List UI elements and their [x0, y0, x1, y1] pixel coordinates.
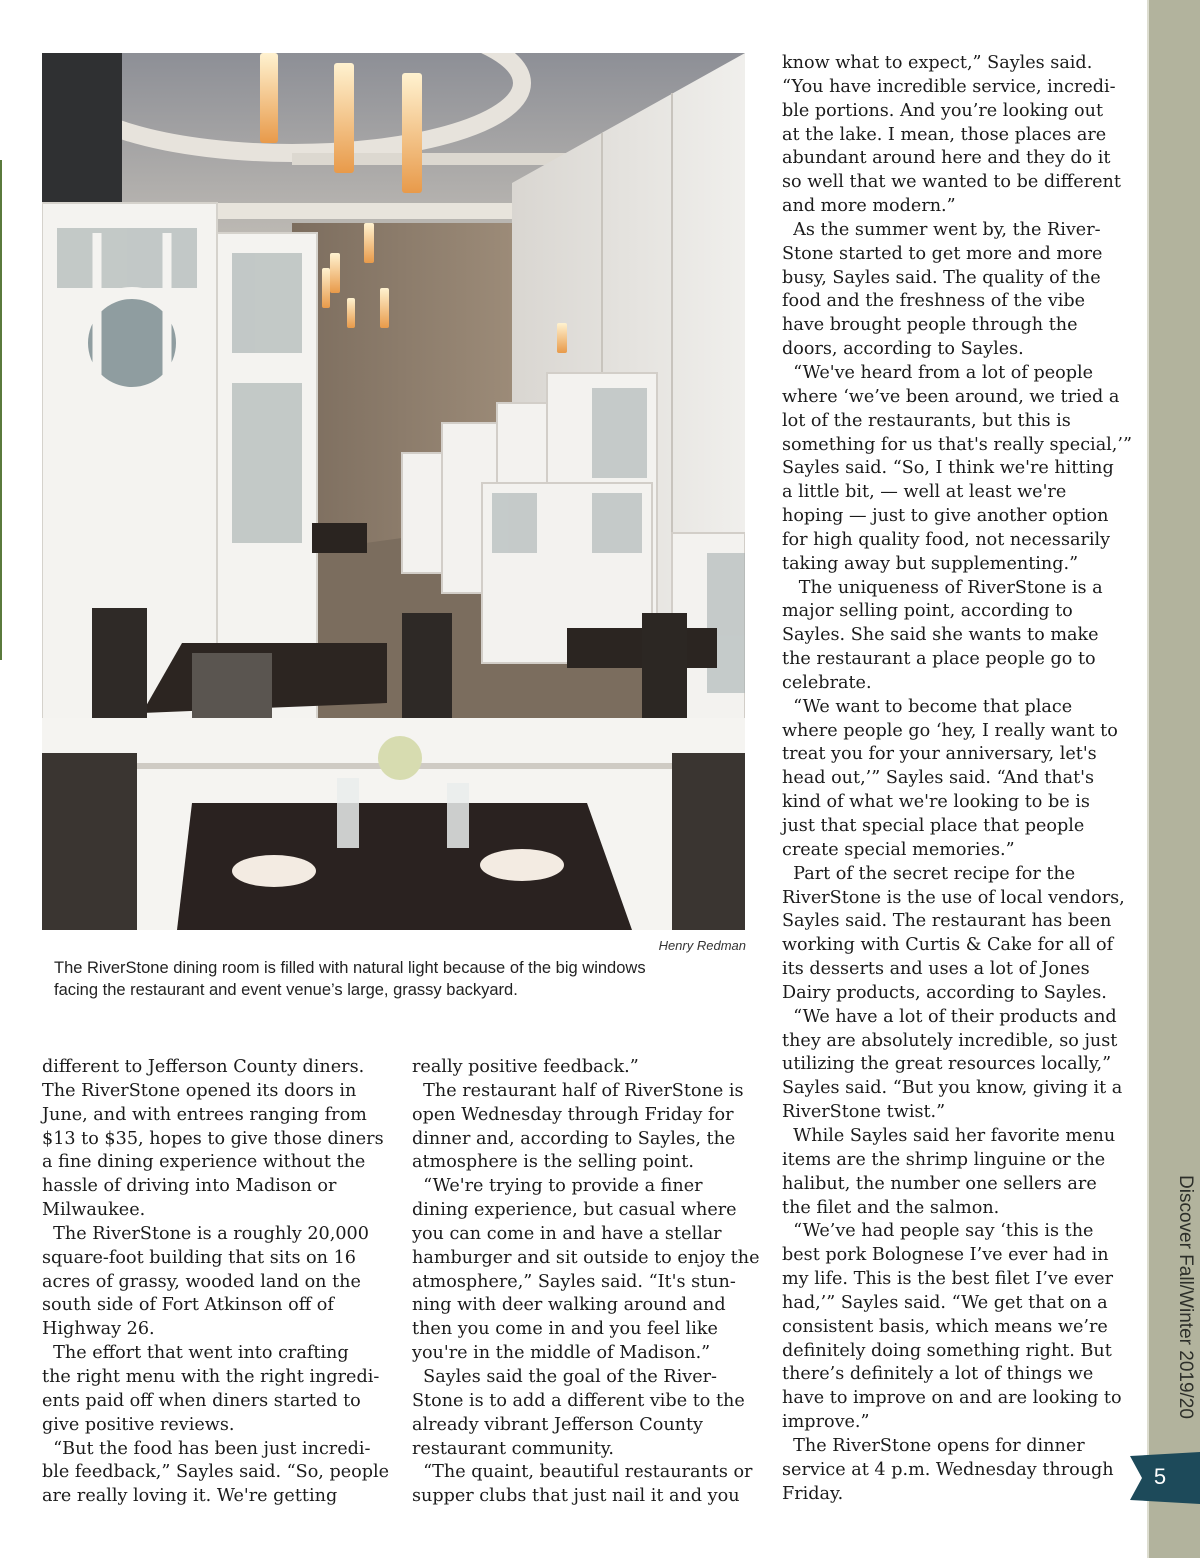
- dining-room-photo: [42, 53, 745, 930]
- text-line: “But the food has been just incredi-: [42, 1438, 371, 1459]
- text-line: Stone is to add a different vibe to the: [412, 1390, 745, 1411]
- text-line: June, and with entrees ranging from: [42, 1104, 367, 1125]
- text-line: consistent basis, which means we’re: [782, 1316, 1108, 1337]
- text-line: the right menu with the right ingredi-: [42, 1366, 380, 1387]
- text-line: “We're trying to provide a finer: [412, 1176, 703, 1197]
- text-line: give positive reviews.: [42, 1414, 235, 1435]
- publication-name: Discover Fall/Winter 2019/20: [1175, 1175, 1196, 1419]
- article-column-1: [42, 1056, 390, 1509]
- text-line: ble portions. And you’re looking out: [782, 100, 1104, 121]
- text-line: Sayles said the goal of the River-: [412, 1366, 717, 1387]
- text-line: there’s definitely a lot of things we: [782, 1364, 1094, 1385]
- text-line: hamburger and sit outside to enjoy the: [412, 1247, 760, 1268]
- text-line: treat you for your anniversary, let's: [782, 744, 1097, 765]
- text-line: Sayles said. “But you know, giving it a: [782, 1078, 1123, 1099]
- text-line: create special memories.”: [782, 839, 1015, 860]
- text-line: so well that we wanted to be different: [782, 172, 1121, 193]
- text-line: and more modern.”: [782, 196, 956, 217]
- page-number: 5: [1153, 1464, 1167, 1489]
- text-line: “We have a lot of their products and: [782, 1006, 1117, 1027]
- text-line: restaurant community.: [412, 1438, 615, 1459]
- text-line: service at 4 p.m. Wednesday through: [782, 1459, 1114, 1480]
- text-line: hassle of driving into Madison or: [42, 1176, 337, 1197]
- text-line: Highway 26.: [42, 1319, 155, 1340]
- text-line: you're in the middle of Madison.”: [412, 1343, 711, 1364]
- text-line: definitely doing something right. But: [782, 1340, 1112, 1361]
- text-line: The effort that went into crafting: [42, 1343, 349, 1364]
- text-line: something for us that's really special,’”: [782, 434, 1132, 455]
- text-line: different to Jefferson County diners.: [42, 1057, 365, 1077]
- text-line: have to improve on and are looking to: [782, 1388, 1122, 1409]
- text-line: ble feedback,” Sayles said. “So, people: [42, 1462, 390, 1483]
- text-line: “We want to become that place: [782, 696, 1073, 717]
- text-line: kind of what we're looking to be is: [782, 792, 1090, 813]
- text-line: “We’ve had people say ‘this is the: [782, 1221, 1094, 1242]
- text-line: dinner and, according to Sayles, the: [412, 1128, 736, 1149]
- text-line: ning with deer walking around and: [412, 1295, 726, 1316]
- text-line: the filet and the salmon.: [782, 1197, 1000, 1218]
- text-line: had,’” Sayles said. “We get that on a: [782, 1292, 1108, 1313]
- text-line: items are the shrimp linguine or the: [782, 1149, 1106, 1170]
- text-line: Milwaukee.: [42, 1200, 146, 1221]
- text-line: “You have incredible service, incredi-: [782, 76, 1116, 97]
- text-line: acres of grassy, wooded land on the: [42, 1271, 361, 1292]
- text-line: just that special place that people: [782, 816, 1085, 836]
- text-line: best pork Bolognese I’ve ever had in: [782, 1245, 1109, 1266]
- text-line: where ‘we’ve been around, we tried a: [782, 386, 1120, 407]
- text-line: the restaurant a place people go to: [782, 649, 1096, 670]
- text-line: “The quaint, beautiful restaurants or: [412, 1462, 753, 1483]
- text-line: major selling point, according to: [782, 601, 1073, 622]
- text-line: then you come in and you feel like: [412, 1319, 718, 1340]
- text-line: its desserts and uses a lot of Jones: [782, 959, 1090, 980]
- text-line: The restaurant half of RiverStone is: [412, 1080, 744, 1101]
- text-line: The uniqueness of RiverStone is a: [782, 577, 1103, 598]
- text-line: “We've heard from a lot of people: [782, 362, 1094, 383]
- text-line: open Wednesday through Friday for: [412, 1104, 734, 1125]
- text-line: hoping — just to give another option: [782, 506, 1109, 527]
- text-line: Sayles. She said she wants to make: [782, 625, 1099, 646]
- photo-caption: [54, 957, 754, 1001]
- article-column-3: [782, 52, 1132, 1506]
- text-line: a little bit, — well at least we're: [782, 482, 1067, 503]
- text-line: celebrate.: [782, 672, 872, 693]
- text-line: they are absolutely incredible, so just: [782, 1030, 1118, 1051]
- photo-credit: Henry Redman: [658, 938, 746, 953]
- text-line: Sayles said. The restaurant has been: [782, 911, 1112, 932]
- caption-line: The RiverStone dining room is filled with natural light because of the big windows: [54, 959, 646, 977]
- text-line: for high quality food, not necessarily: [782, 529, 1111, 550]
- text-line: While Sayles said her favorite menu: [782, 1125, 1116, 1146]
- text-line: square-foot building that sits on 16: [42, 1247, 356, 1268]
- text-line: Sayles said. “So, I think we're hitting: [782, 458, 1114, 479]
- text-line: utilizing the great resources locally,”: [782, 1054, 1112, 1075]
- text-line: ents paid off when diners started to: [42, 1390, 361, 1411]
- text-line: atmosphere,” Sayles said. “It's stun-: [412, 1271, 736, 1292]
- text-line: where people go ‘hey, I really want to: [782, 720, 1118, 741]
- text-line: $13 to $35, hopes to give those diners: [42, 1128, 384, 1149]
- text-line: already vibrant Jefferson County: [412, 1414, 704, 1435]
- text-line: taking away but supplementing.”: [782, 553, 1079, 574]
- text-line: The RiverStone opens for dinner: [782, 1435, 1085, 1456]
- text-line: lot of the restaurants, but this is: [782, 410, 1071, 431]
- text-line: Stone started to get more and more: [782, 243, 1103, 264]
- text-line: at the lake. I mean, those places are: [782, 124, 1107, 145]
- text-line: south side of Fort Atkinson off of: [42, 1295, 334, 1316]
- text-line: abundant around here and they do it: [782, 148, 1111, 169]
- text-line: improve.”: [782, 1412, 870, 1433]
- text-line: RiverStone is the use of local vendors,: [782, 887, 1125, 908]
- text-line: Friday.: [782, 1483, 844, 1504]
- text-line: are really loving it. We're getting: [42, 1486, 338, 1507]
- text-line: my life. This is the best filet I’ve ever: [782, 1269, 1114, 1290]
- caption-line: facing the restaurant and event venue’s large, grassy backyard.: [54, 981, 518, 999]
- text-line: The RiverStone is a roughly 20,000: [42, 1223, 369, 1244]
- text-line: The RiverStone opened its doors in: [42, 1080, 357, 1101]
- text-line: head out,’” Sayles said. “And that's: [782, 768, 1095, 789]
- text-line: food and the freshness of the vibe: [782, 291, 1086, 312]
- text-line: atmosphere is the selling point.: [412, 1152, 694, 1173]
- text-line: halibut, the number one sellers are: [782, 1173, 1097, 1194]
- text-line: busy, Sayles said. The quality of the: [782, 267, 1101, 288]
- text-line: Dairy products, according to Sayles.: [782, 982, 1107, 1003]
- text-line: RiverStone twist.”: [782, 1102, 946, 1123]
- text-line: supper clubs that just nail it and you: [412, 1486, 740, 1507]
- text-line: Part of the secret recipe for the: [782, 863, 1076, 884]
- text-line: really positive feedback.”: [412, 1057, 639, 1077]
- text-line: have brought people through the: [782, 315, 1078, 336]
- text-line: working with Curtis & Cake for all of: [782, 935, 1114, 956]
- text-line: dining experience, but casual where: [412, 1200, 737, 1221]
- text-line: a fine dining experience without the: [42, 1152, 366, 1173]
- text-line: doors, according to Sayles.: [782, 339, 1024, 360]
- text-line: know what to expect,” Sayles said.: [782, 53, 1093, 73]
- page-edge-mark: [0, 160, 2, 660]
- text-line: As the summer went by, the River-: [782, 219, 1101, 240]
- text-line: you can come in and have a stellar: [412, 1223, 722, 1244]
- article-column-2: [412, 1056, 760, 1509]
